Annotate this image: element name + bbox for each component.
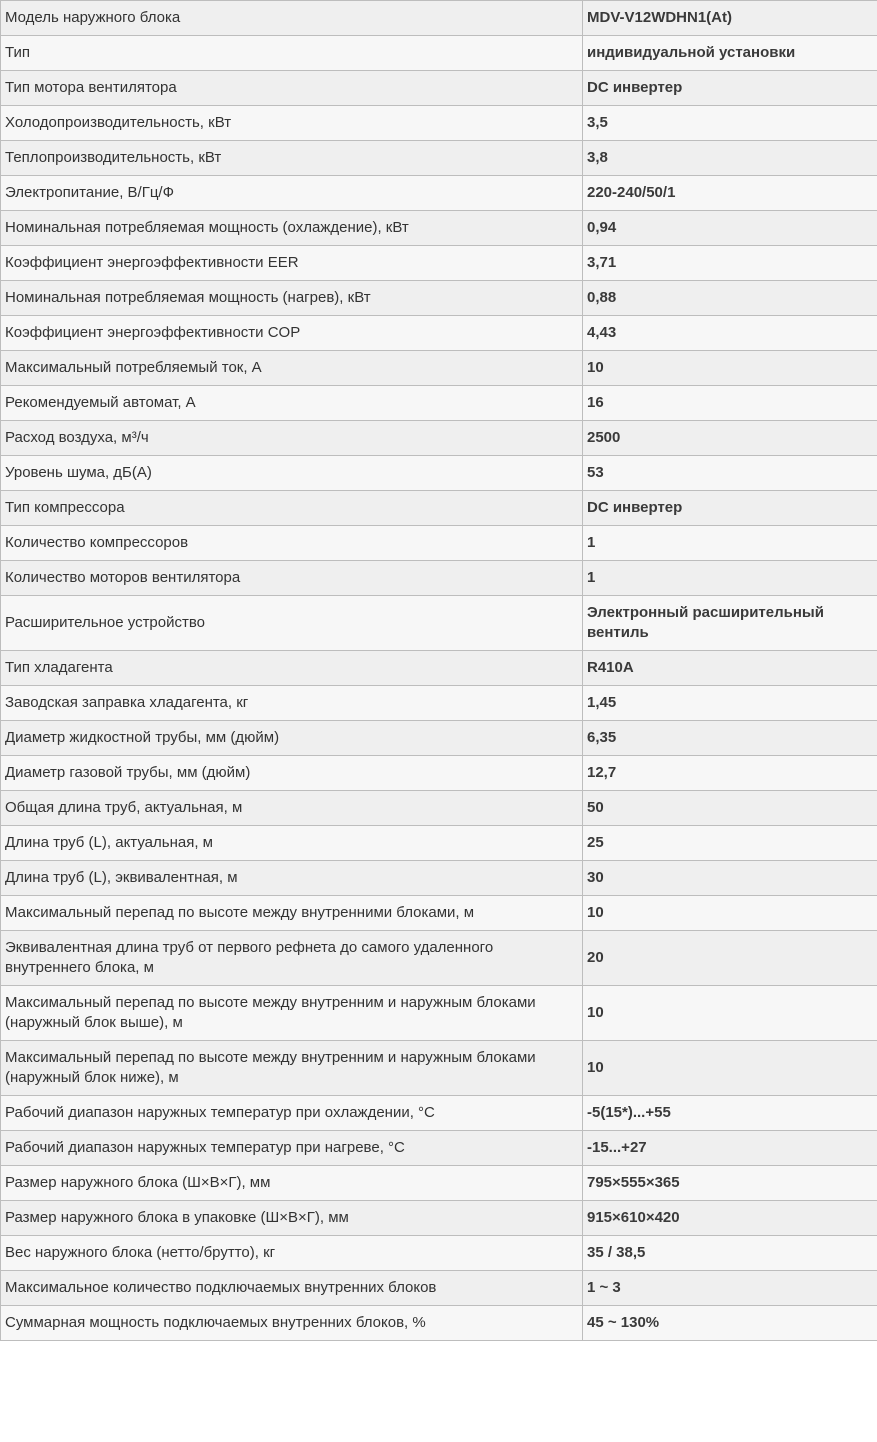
spec-value: R410A xyxy=(583,651,877,686)
specs-table-body xyxy=(1,1,877,1341)
spec-label: Коэффициент энергоэффективности EER xyxy=(1,246,583,281)
spec-value: 12,7 xyxy=(583,756,877,791)
table-row xyxy=(1,281,877,316)
spec-value: 50 xyxy=(583,791,877,826)
spec-value: -5(15*)...+55 xyxy=(583,1096,877,1131)
spec-label: Длина труб (L), актуальная, м xyxy=(1,826,583,861)
table-row xyxy=(1,721,877,756)
spec-value: 2500 xyxy=(583,421,877,456)
spec-value: DC инвертер xyxy=(583,71,877,106)
table-row xyxy=(1,36,877,71)
spec-label: Модель наружного блока xyxy=(1,1,583,36)
spec-value: 10 xyxy=(583,896,877,931)
table-row xyxy=(1,386,877,421)
table-row xyxy=(1,106,877,141)
table-row xyxy=(1,931,877,986)
table-row xyxy=(1,421,877,456)
table-row xyxy=(1,986,877,1041)
spec-label: Коэффициент энергоэффективности COP xyxy=(1,316,583,351)
spec-value: 3,71 xyxy=(583,246,877,281)
spec-value: 1 xyxy=(583,561,877,596)
spec-value: 30 xyxy=(583,861,877,896)
spec-label: Диаметр газовой трубы, мм (дюйм) xyxy=(1,756,583,791)
spec-value: 1,45 xyxy=(583,686,877,721)
spec-label: Тип xyxy=(1,36,583,71)
spec-value: 45 ~ 130% xyxy=(583,1306,877,1341)
spec-label: Холодопроизводительность, кВт xyxy=(1,106,583,141)
table-row xyxy=(1,211,877,246)
table-row xyxy=(1,686,877,721)
spec-value: 795×555×365 xyxy=(583,1166,877,1201)
spec-value: индивидуальной установки xyxy=(583,36,877,71)
spec-value: 915×610×420 xyxy=(583,1201,877,1236)
spec-label: Длина труб (L), эквивалентная, м xyxy=(1,861,583,896)
table-row xyxy=(1,316,877,351)
spec-label: Суммарная мощность подключаемых внутренних блоков, % xyxy=(1,1306,583,1341)
table-row xyxy=(1,1131,877,1166)
spec-value: 4,43 xyxy=(583,316,877,351)
spec-value: 35 / 38,5 xyxy=(583,1236,877,1271)
spec-label: Заводская заправка хладагента, кг xyxy=(1,686,583,721)
spec-value: 16 xyxy=(583,386,877,421)
spec-label: Расширительное устройство xyxy=(1,596,583,651)
table-row xyxy=(1,491,877,526)
table-row xyxy=(1,1271,877,1306)
table-row xyxy=(1,651,877,686)
spec-label: Тип хладагента xyxy=(1,651,583,686)
spec-value: 10 xyxy=(583,1041,877,1096)
table-row xyxy=(1,1236,877,1271)
spec-value: 20 xyxy=(583,931,877,986)
table-row xyxy=(1,246,877,281)
table-row xyxy=(1,1041,877,1096)
spec-value: 220-240/50/1 xyxy=(583,176,877,211)
table-row xyxy=(1,141,877,176)
spec-label: Рекомендуемый автомат, А xyxy=(1,386,583,421)
spec-label: Рабочий диапазон наружных температур при нагреве, °С xyxy=(1,1131,583,1166)
spec-value: 53 xyxy=(583,456,877,491)
spec-value: Электронный расширительный вентиль xyxy=(583,596,877,651)
spec-label: Уровень шума, дБ(А) xyxy=(1,456,583,491)
spec-label: Электропитание, В/Гц/Ф xyxy=(1,176,583,211)
table-row xyxy=(1,456,877,491)
spec-value: 3,5 xyxy=(583,106,877,141)
spec-label: Размер наружного блока в упаковке (Ш×В×Г), мм xyxy=(1,1201,583,1236)
table-row xyxy=(1,526,877,561)
spec-value: -15...+27 xyxy=(583,1131,877,1166)
spec-label: Общая длина труб, актуальная, м xyxy=(1,791,583,826)
spec-value: 0,88 xyxy=(583,281,877,316)
table-row xyxy=(1,1201,877,1236)
spec-value: 3,8 xyxy=(583,141,877,176)
table-row xyxy=(1,826,877,861)
spec-value: 10 xyxy=(583,986,877,1041)
table-row xyxy=(1,561,877,596)
spec-value: 6,35 xyxy=(583,721,877,756)
spec-label: Диаметр жидкостной трубы, мм (дюйм) xyxy=(1,721,583,756)
spec-label: Номинальная потребляемая мощность (нагрев), кВт xyxy=(1,281,583,316)
spec-label: Эквивалентная длина труб от первого рефнета до самого удаленного внутреннего блока, м xyxy=(1,931,583,986)
spec-label: Номинальная потребляемая мощность (охлаждение), кВт xyxy=(1,211,583,246)
spec-label: Максимальный перепад по высоте между внутренним и наружным блоками (наружный блок ниже), м xyxy=(1,1041,583,1096)
table-row xyxy=(1,1306,877,1341)
spec-label: Максимальный перепад по высоте между внутренним и наружным блоками (наружный блок выше), м xyxy=(1,986,583,1041)
table-row xyxy=(1,756,877,791)
table-row xyxy=(1,176,877,211)
spec-label: Тип компрессора xyxy=(1,491,583,526)
spec-label: Рабочий диапазон наружных температур при охлаждении, °С xyxy=(1,1096,583,1131)
table-row xyxy=(1,1,877,36)
spec-value: 1 ~ 3 xyxy=(583,1271,877,1306)
table-row xyxy=(1,1166,877,1201)
spec-value: DC инвертер xyxy=(583,491,877,526)
table-row xyxy=(1,351,877,386)
table-row xyxy=(1,596,877,651)
spec-label: Максимальный перепад по высоте между внутренними блоками, м xyxy=(1,896,583,931)
spec-value: 1 xyxy=(583,526,877,561)
table-row xyxy=(1,896,877,931)
spec-label: Теплопроизводительность, кВт xyxy=(1,141,583,176)
spec-value: MDV-V12WDHN1(At) xyxy=(583,1,877,36)
spec-label: Тип мотора вентилятора xyxy=(1,71,583,106)
table-row xyxy=(1,791,877,826)
spec-value: 25 xyxy=(583,826,877,861)
spec-label: Максимальное количество подключаемых внутренних блоков xyxy=(1,1271,583,1306)
spec-value: 0,94 xyxy=(583,211,877,246)
spec-label: Количество моторов вентилятора xyxy=(1,561,583,596)
spec-label: Расход воздуха, м³/ч xyxy=(1,421,583,456)
spec-label: Максимальный потребляемый ток, А xyxy=(1,351,583,386)
table-row xyxy=(1,71,877,106)
spec-label: Вес наружного блока (нетто/брутто), кг xyxy=(1,1236,583,1271)
spec-label: Размер наружного блока (Ш×В×Г), мм xyxy=(1,1166,583,1201)
table-row xyxy=(1,1096,877,1131)
spec-label: Количество компрессоров xyxy=(1,526,583,561)
spec-value: 10 xyxy=(583,351,877,386)
table-row xyxy=(1,861,877,896)
